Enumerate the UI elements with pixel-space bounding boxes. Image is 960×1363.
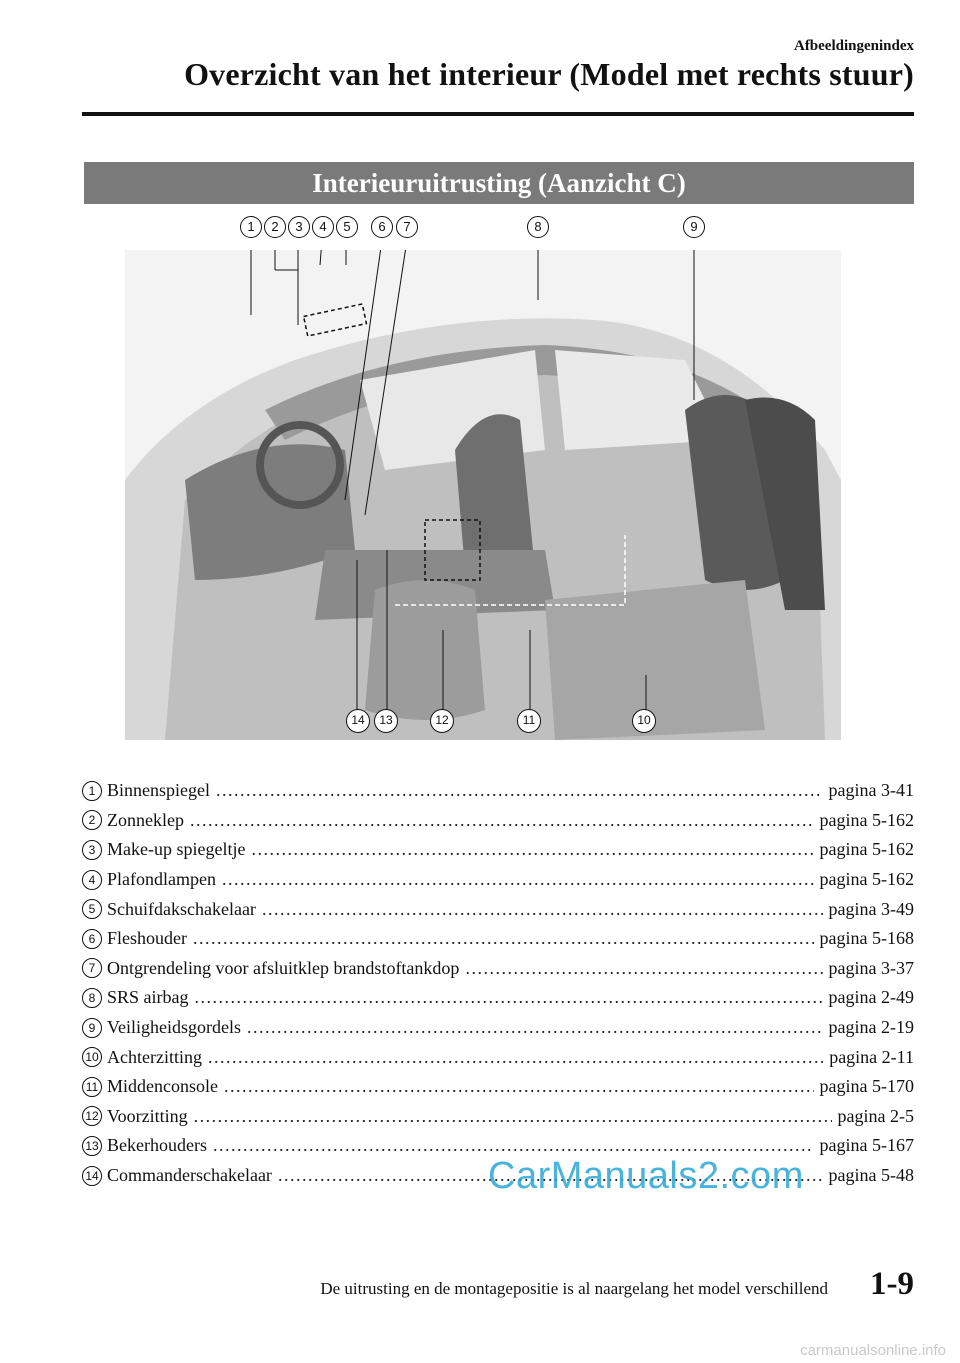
item-label: Veiligheidsgordels <box>107 1017 241 1038</box>
dot-leader <box>193 928 814 949</box>
item-label: Make-up spiegeltje <box>107 839 246 860</box>
dot-leader <box>216 780 823 801</box>
item-label: Achterzitting <box>107 1046 202 1067</box>
footer-note: De uitrusting en de montagepositie is al naargelang het model verschillend <box>320 1279 828 1298</box>
callout-2: 2 <box>264 216 286 238</box>
watermark: CarManuals2.com <box>488 1155 804 1197</box>
item-label: Fleshouder <box>107 928 187 949</box>
dot-leader <box>247 1017 823 1038</box>
item-label: Ontgrendeling voor afsluitklep brandstoftankdop <box>107 957 460 978</box>
page-reference[interactable]: pagina 2-49 <box>828 987 914 1008</box>
legend-list <box>82 776 914 1190</box>
callout-13: 13 <box>374 709 398 733</box>
section-label: Afbeeldingenindex <box>793 38 914 54</box>
legend-callout: 14 <box>82 1166 102 1186</box>
list-item <box>82 924 914 954</box>
list-item <box>82 983 914 1013</box>
callout-7: 7 <box>396 216 418 238</box>
callout-5: 5 <box>336 216 358 238</box>
item-label: SRS airbag <box>107 987 189 1008</box>
dot-leader <box>224 1076 814 1097</box>
dot-leader <box>195 987 823 1008</box>
dot-leader <box>194 1106 832 1127</box>
title-divider <box>82 112 914 116</box>
page-reference[interactable]: pagina 5-162 <box>819 839 914 860</box>
dot-leader <box>262 899 823 920</box>
legend-callout: 6 <box>82 929 102 949</box>
page-reference[interactable]: pagina 2-19 <box>828 1017 914 1038</box>
dot-leader <box>213 1135 814 1156</box>
legend-callout: 9 <box>82 1018 102 1038</box>
callout-4: 4 <box>312 216 334 238</box>
item-label: Voorzitting <box>107 1105 188 1126</box>
list-item <box>82 1013 914 1043</box>
page-reference[interactable]: pagina 3-37 <box>828 957 914 978</box>
callout-8: 8 <box>527 216 549 238</box>
page-reference[interactable]: pagina 2-5 <box>837 1105 914 1126</box>
callout-12: 12 <box>430 709 454 733</box>
list-item <box>82 865 914 895</box>
callout-1: 1 <box>240 216 262 238</box>
page-reference[interactable]: pagina 5-162 <box>819 809 914 830</box>
page-reference[interactable]: pagina 5-170 <box>819 1076 914 1097</box>
dot-leader <box>465 958 822 979</box>
legend-callout: 5 <box>82 899 102 919</box>
legend-callout: 4 <box>82 870 102 890</box>
list-item <box>82 954 914 984</box>
dot-leader <box>251 839 813 860</box>
callout-14: 14 <box>346 709 370 733</box>
legend-callout: 1 <box>82 781 102 801</box>
section-banner: Interieuruitrusting (Aanzicht C) <box>84 162 914 204</box>
legend-callout: 3 <box>82 840 102 860</box>
list-item <box>82 1042 914 1072</box>
list-item <box>82 835 914 865</box>
item-label: Binnenspiegel <box>107 780 210 801</box>
list-item <box>82 894 914 924</box>
item-label: Commanderschakelaar <box>107 1165 272 1186</box>
item-label: Zonneklep <box>107 809 184 830</box>
list-item <box>82 1072 914 1102</box>
item-label: Plafondlampen <box>107 869 216 890</box>
page-reference[interactable]: pagina 5-167 <box>819 1135 914 1156</box>
callout-6: 6 <box>371 216 393 238</box>
callout-9: 9 <box>683 216 705 238</box>
page-reference[interactable]: pagina 2-11 <box>829 1046 914 1067</box>
item-label: Middenconsole <box>107 1076 218 1097</box>
page-reference[interactable]: pagina 5-48 <box>828 1165 914 1186</box>
dot-leader <box>222 869 814 890</box>
dot-leader <box>208 1047 823 1068</box>
list-item <box>82 1102 914 1132</box>
list-item <box>82 806 914 836</box>
legend-callout: 12 <box>82 1106 102 1126</box>
legend-callout: 10 <box>82 1047 102 1067</box>
interior-illustration <box>125 250 841 740</box>
legend-callout: 2 <box>82 810 102 830</box>
legend-callout: 11 <box>82 1077 102 1097</box>
page-reference[interactable]: pagina 5-168 <box>819 928 914 949</box>
legend-callout: 13 <box>82 1136 102 1156</box>
page-reference[interactable]: pagina 5-162 <box>819 869 914 890</box>
list-item <box>82 776 914 806</box>
callout-10: 10 <box>632 709 656 733</box>
car-interior-drawing <box>125 250 841 740</box>
page-reference[interactable]: pagina 3-41 <box>828 780 914 801</box>
callout-3: 3 <box>288 216 310 238</box>
page-number: 1-9 <box>870 1266 914 1302</box>
item-label: Schuifdakschakelaar <box>107 898 256 919</box>
bottom-watermark: carmanualsonline.info <box>800 1342 946 1359</box>
callout-11: 11 <box>517 709 541 733</box>
page-title: Overzicht van het interieur (Model met rechts stuur) <box>184 56 914 92</box>
dot-leader <box>190 810 814 831</box>
item-label: Bekerhouders <box>107 1135 207 1156</box>
legend-callout: 7 <box>82 958 102 978</box>
legend-callout: 8 <box>82 988 102 1008</box>
page-reference[interactable]: pagina 3-49 <box>828 898 914 919</box>
